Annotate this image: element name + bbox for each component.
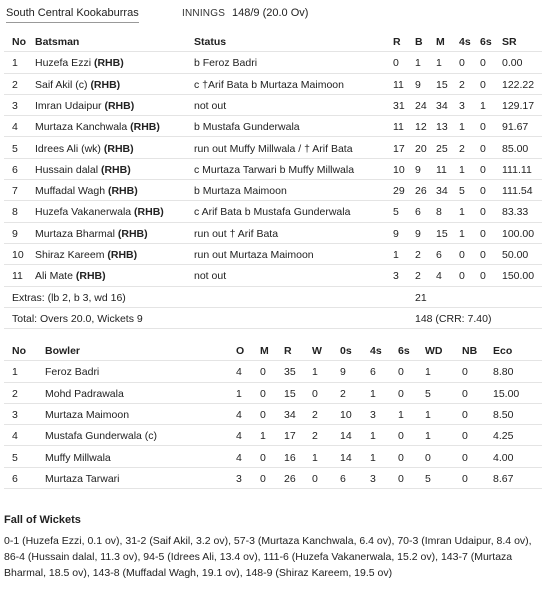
- batting-r: 17: [393, 142, 405, 155]
- batting-hand-badge: (RHB): [90, 78, 121, 91]
- batting-r: 11: [393, 121, 404, 134]
- batting-fours: 5: [459, 185, 465, 198]
- bowling-wd: 1: [425, 366, 431, 379]
- batting-hand-badge: (RHB): [107, 249, 138, 261]
- batting-header-row: [4, 31, 542, 52]
- bowling-col-eco: Eco: [493, 345, 513, 357]
- bowling-fours: 1: [370, 451, 376, 464]
- bowling-fours: 1: [370, 387, 376, 400]
- bowling-no: 3: [12, 408, 18, 421]
- bowling-zeros: 6: [340, 472, 346, 485]
- batting-sr: 111.54: [502, 185, 533, 198]
- bowling-r: 26: [284, 472, 296, 485]
- batting-col-sr: SR: [502, 36, 517, 48]
- batting-no: 7: [12, 185, 18, 198]
- batting-m: 15: [436, 78, 448, 91]
- bowling-o: 4: [236, 451, 242, 464]
- batting-sixes: 0: [480, 185, 486, 198]
- batting-col-batsman: Batsman: [35, 36, 80, 48]
- bowling-col-no: No: [12, 345, 26, 357]
- batting-col-no: No: [12, 36, 26, 48]
- batting-hand-badge: (RHB): [117, 227, 148, 240]
- batting-sixes: 0: [480, 78, 486, 91]
- bowling-eco: 4.00: [493, 451, 514, 464]
- bowling-r: 17: [284, 430, 296, 443]
- batting-fours: 1: [459, 163, 465, 176]
- bowling-w: 1: [312, 366, 318, 379]
- bowling-w: 0: [312, 387, 318, 400]
- batting-sr: 85.00: [502, 142, 529, 155]
- batting-status: run out † Arif Bata: [194, 227, 279, 240]
- bowling-fours: 3: [370, 472, 376, 485]
- batting-status: not out: [194, 270, 227, 283]
- bowling-nb: 0: [462, 408, 468, 421]
- batsman-name-cell: [35, 249, 137, 261]
- batsman-name-cell: [35, 100, 134, 112]
- batsman-name-cell: [35, 206, 164, 218]
- batsman-name[interactable]: Saif Akil (c): [35, 78, 88, 91]
- batting-row: [4, 95, 542, 116]
- batting-sr: 111.11: [502, 163, 532, 176]
- batting-m: 13: [436, 121, 448, 134]
- bowling-o: 4: [236, 366, 242, 379]
- batting-sixes: 0: [480, 227, 486, 240]
- batting-row: [4, 52, 542, 73]
- team-tab[interactable]: South Central Kookaburras: [6, 7, 139, 23]
- bowling-wd: 5: [425, 472, 431, 485]
- batting-m: 6: [436, 249, 442, 261]
- bowling-col-o: O: [236, 345, 245, 357]
- batting-m: 4: [436, 270, 442, 283]
- batting-col-4s: 4s: [459, 36, 471, 48]
- bowling-m: 0: [260, 451, 266, 464]
- batting-no: 9: [12, 227, 18, 240]
- bowling-zeros: 2: [340, 387, 346, 400]
- batting-fours: 0: [459, 270, 465, 283]
- batting-hand-badge: (RHB): [107, 185, 138, 198]
- bowling-row: [4, 468, 542, 489]
- bowling-col-w: W: [312, 345, 322, 357]
- bowler-name[interactable]: Feroz Badri: [45, 366, 100, 379]
- bowling-m: 0: [260, 472, 266, 485]
- batting-sixes: 0: [480, 142, 486, 155]
- batting-status: c †Arif Bata b Murtaza Maimoon: [194, 78, 344, 91]
- batting-r: 5: [393, 206, 399, 219]
- batting-no: 11: [12, 270, 23, 283]
- batsman-name-cell: [35, 121, 160, 133]
- bowling-no: 6: [12, 472, 18, 485]
- batting-no: 1: [12, 57, 18, 70]
- bowling-eco: 8.67: [493, 472, 514, 485]
- batsman-name[interactable]: Murtaza Kanchwala: [35, 121, 128, 134]
- batting-hand-badge: (RHB): [100, 163, 131, 176]
- bowling-o: 4: [236, 430, 242, 443]
- bowling-col-bowler: Bowler: [45, 345, 81, 357]
- batting-status: c Arif Bata b Mustafa Gunderwala: [194, 206, 351, 219]
- bowler-name[interactable]: Murtaza Tarwari: [45, 472, 120, 485]
- batting-m: 34: [436, 99, 448, 112]
- bowling-r: 15: [284, 387, 296, 400]
- bowling-nb: 0: [462, 472, 468, 485]
- batting-sixes: 0: [480, 249, 486, 261]
- batting-sr: 100.00: [502, 227, 535, 240]
- batting-sixes: 0: [480, 121, 486, 134]
- total-label: Total: Overs 20.0, Wickets 9: [12, 312, 143, 325]
- batting-b: 2: [415, 249, 421, 261]
- bowling-w: 2: [312, 430, 318, 443]
- innings-score: 148/9 (20.0 Ov): [232, 7, 309, 19]
- batting-no: 4: [12, 121, 18, 134]
- batting-no: 5: [12, 142, 18, 155]
- bowling-fours: 6: [370, 366, 376, 379]
- batting-row: [4, 138, 542, 159]
- fall-of-wickets-text: 0-1 (Huzefa Ezzi, 0.1 ov), 31-2 (Saif Akil, 3.2 ov), 57-3 (Murtaza Kanchwala, 6.4 ov), 70-3 (Imran Udaipur, 8.4 ov), 86-4 (Hussain dalal, 11.3 ov), 94-5 (Idrees Ali, 13.4 ov), 111-6 (Huzefa Vakanerwala, 15.2 ov), 143-7 (Murtaza Bharmal, 18.5 ov), 143-8 (Muffadal Wagh, 19.1 ov), 148-9 (Shiraz Kareem, 19.5 ov): [4, 535, 532, 579]
- bowling-no: 4: [12, 430, 18, 443]
- bowling-row: [4, 361, 542, 382]
- batting-b: 24: [415, 99, 427, 112]
- bowler-name[interactable]: Mohd Padrawala: [45, 387, 124, 400]
- bowling-sixes: 0: [398, 387, 404, 400]
- bowling-w: 2: [312, 408, 318, 421]
- batting-r: 0: [393, 57, 399, 70]
- batting-b: 9: [415, 163, 421, 176]
- batting-fours: 0: [459, 57, 465, 70]
- bowling-wd: 5: [425, 387, 431, 400]
- batting-b: 1: [415, 57, 421, 70]
- batting-sr: 0.00: [502, 57, 523, 70]
- bowling-col-nb: NB: [462, 345, 478, 357]
- batting-row: [4, 180, 542, 201]
- bowling-eco: 15.00: [493, 387, 520, 400]
- batting-col-status: Status: [194, 36, 227, 48]
- bowling-row: [4, 425, 542, 446]
- batting-hand-badge: (RHB): [93, 57, 124, 70]
- batting-r: 29: [393, 185, 405, 198]
- batting-row: [4, 223, 542, 244]
- bowling-wd: 1: [425, 430, 431, 443]
- bowling-nb: 0: [462, 430, 468, 443]
- batting-fours: 2: [459, 142, 465, 155]
- batting-status: b Feroz Badri: [194, 57, 258, 70]
- bowling-eco: 8.80: [493, 366, 514, 379]
- batting-col-6s: 6s: [480, 36, 492, 48]
- fall-of-wickets: [4, 514, 544, 581]
- batting-b: 9: [415, 78, 421, 91]
- batsman-name[interactable]: Huzefa Ezzi: [35, 57, 92, 70]
- batting-no: 6: [12, 163, 18, 176]
- batting-row: [4, 265, 542, 286]
- batsman-name-cell: [35, 79, 120, 91]
- bowler-name[interactable]: Mustafa Gunderwala (c): [45, 430, 158, 443]
- bowling-col-m: M: [260, 345, 269, 357]
- batting-no: 10: [12, 249, 24, 261]
- bowling-nb: 0: [462, 387, 468, 400]
- bowling-o: 1: [236, 387, 242, 400]
- batting-hand-badge: (RHB): [104, 99, 135, 112]
- bowling-m: 0: [260, 408, 266, 421]
- bowling-zeros: 10: [340, 408, 352, 421]
- batting-sixes: 0: [480, 163, 486, 176]
- batsman-name[interactable]: Muffadal Wagh: [35, 185, 106, 198]
- batting-sr: 122.22: [502, 78, 535, 91]
- batting-m: 25: [436, 142, 448, 155]
- batting-r: 3: [393, 270, 399, 283]
- batsman-name-cell: [35, 164, 131, 176]
- batsman-name-cell: [35, 143, 134, 155]
- bowling-no: 1: [12, 366, 18, 379]
- batting-sr: 129.17: [502, 99, 535, 112]
- batting-status: b Mustafa Gunderwala: [194, 121, 300, 134]
- bowling-eco: 8.50: [493, 408, 514, 421]
- innings-label: INNINGS: [182, 8, 226, 19]
- bowling-w: 1: [312, 451, 318, 464]
- batsman-name[interactable]: Imran Udaipur: [35, 99, 102, 112]
- bowling-sixes: 0: [398, 430, 404, 443]
- batting-fours: 1: [459, 121, 465, 134]
- total-row: [4, 308, 542, 329]
- extras-row: [4, 287, 542, 308]
- batting-r: 10: [393, 163, 405, 176]
- batsman-name[interactable]: Idrees Ali (wk): [35, 142, 101, 155]
- bowling-zeros: 14: [340, 451, 352, 464]
- bowling-row: [4, 404, 542, 425]
- bowling-col-6s: 6s: [398, 345, 410, 357]
- bowling-eco: 4.25: [493, 430, 514, 443]
- bowling-sixes: 0: [398, 366, 404, 379]
- batsman-name-cell: [35, 57, 124, 69]
- batting-status: run out Muffy Millwala / † Arif Bata: [194, 142, 353, 155]
- batsman-name[interactable]: Shiraz Kareem: [35, 249, 105, 261]
- batting-sr: 83.33: [502, 206, 529, 219]
- extras-value: 21: [415, 291, 427, 304]
- bowling-r: 16: [284, 451, 296, 464]
- bowling-r: 34: [284, 408, 296, 421]
- batsman-name[interactable]: Murtaza Bharmal: [35, 227, 115, 240]
- batting-no: 8: [12, 206, 18, 219]
- batting-row: [4, 74, 542, 95]
- bowler-name[interactable]: Murtaza Maimoon: [45, 408, 130, 421]
- batting-col-m: M: [436, 36, 445, 48]
- batsman-name-cell: [35, 185, 138, 197]
- batting-fours: 3: [459, 99, 465, 112]
- bowling-m: 1: [260, 430, 266, 443]
- fall-of-wickets-title: Fall of Wickets: [4, 514, 81, 526]
- batting-r: 31: [393, 99, 405, 112]
- bowling-zeros: 14: [340, 430, 352, 443]
- batting-hand-badge: (RHB): [130, 121, 160, 134]
- bowling-no: 5: [12, 451, 18, 464]
- batting-hand-badge: (RHB): [103, 142, 134, 155]
- batting-col-r: R: [393, 36, 401, 48]
- batting-no: 2: [12, 78, 18, 91]
- innings-header: [4, 7, 547, 25]
- batting-fours: 0: [459, 249, 465, 261]
- bowling-o: 3: [236, 472, 242, 485]
- bowling-col-r: R: [284, 345, 292, 357]
- batsman-name[interactable]: Ali Mate: [35, 270, 73, 283]
- batting-row: [4, 159, 542, 180]
- batting-col-b: B: [415, 36, 423, 48]
- bowling-m: 0: [260, 366, 266, 379]
- bowling-fours: 3: [370, 408, 376, 421]
- bowling-col-wd: WD: [425, 345, 443, 357]
- bowling-sixes: 1: [398, 408, 404, 421]
- batting-no: 3: [12, 99, 18, 112]
- batting-row: [4, 116, 542, 137]
- batting-sixes: 1: [480, 99, 486, 112]
- batting-r: 11: [393, 78, 404, 91]
- batting-fours: 2: [459, 78, 465, 91]
- bowling-w: 0: [312, 472, 318, 485]
- batting-sr: 91.67: [502, 121, 529, 134]
- bowling-zeros: 9: [340, 366, 346, 379]
- batting-b: 20: [415, 142, 427, 155]
- bowling-no: 2: [12, 387, 18, 400]
- bowling-wd: 0: [425, 451, 431, 464]
- batting-b: 12: [415, 121, 427, 134]
- bowling-row: [4, 447, 542, 468]
- batting-fours: 1: [459, 206, 465, 219]
- bowling-fours: 1: [370, 430, 376, 443]
- batsman-name-cell: [35, 228, 148, 240]
- bowling-o: 4: [236, 408, 242, 421]
- batting-b: 2: [415, 270, 421, 283]
- batting-hand-badge: (RHB): [75, 270, 106, 283]
- bowling-nb: 0: [462, 451, 468, 464]
- bowling-wd: 1: [425, 408, 431, 421]
- bowler-name[interactable]: Muffy Millwala: [45, 451, 111, 464]
- batting-status: b Murtaza Maimoon: [194, 185, 287, 198]
- bowling-r: 35: [284, 366, 296, 379]
- batsman-name[interactable]: Hussain dalal: [35, 163, 99, 176]
- batting-status: not out: [194, 99, 227, 112]
- batsman-name[interactable]: Huzefa Vakanerwala: [35, 206, 132, 219]
- batting-status: c Murtaza Tarwari b Muffy Millwala: [194, 163, 355, 176]
- batting-fours: 1: [459, 227, 465, 240]
- bowling-col-0s: 0s: [340, 345, 352, 357]
- batting-m: 15: [436, 227, 448, 240]
- batting-r: 9: [393, 227, 399, 240]
- batting-b: 6: [415, 206, 421, 219]
- bowling-sixes: 0: [398, 451, 404, 464]
- batting-row: [4, 244, 542, 265]
- batting-hand-badge: (RHB): [134, 206, 164, 219]
- batting-m: 11: [436, 163, 447, 176]
- extras-label: Extras: (lb 2, b 3, wd 16): [12, 291, 126, 304]
- bowling-col-4s: 4s: [370, 345, 382, 357]
- batting-b: 9: [415, 227, 421, 240]
- batting-sr: 50.00: [502, 249, 529, 261]
- bowling-m: 0: [260, 387, 266, 400]
- bowling-row: [4, 383, 542, 404]
- batting-sixes: 0: [480, 270, 486, 283]
- batsman-name-cell: [35, 270, 106, 282]
- batting-sr: 150.00: [502, 270, 535, 283]
- batting-m: 1: [436, 57, 442, 70]
- batting-row: [4, 201, 542, 222]
- batting-r: 1: [393, 249, 399, 261]
- bowling-header-row: [4, 340, 542, 361]
- batting-sixes: 0: [480, 206, 486, 219]
- batting-status: run out Murtaza Maimoon: [194, 249, 314, 261]
- batting-b: 26: [415, 185, 427, 198]
- bowling-sixes: 0: [398, 472, 404, 485]
- batting-m: 8: [436, 206, 442, 219]
- batting-sixes: 0: [480, 57, 486, 70]
- bowling-nb: 0: [462, 366, 468, 379]
- total-value: 148 (CRR: 7.40): [415, 312, 492, 325]
- batting-m: 34: [436, 185, 448, 198]
